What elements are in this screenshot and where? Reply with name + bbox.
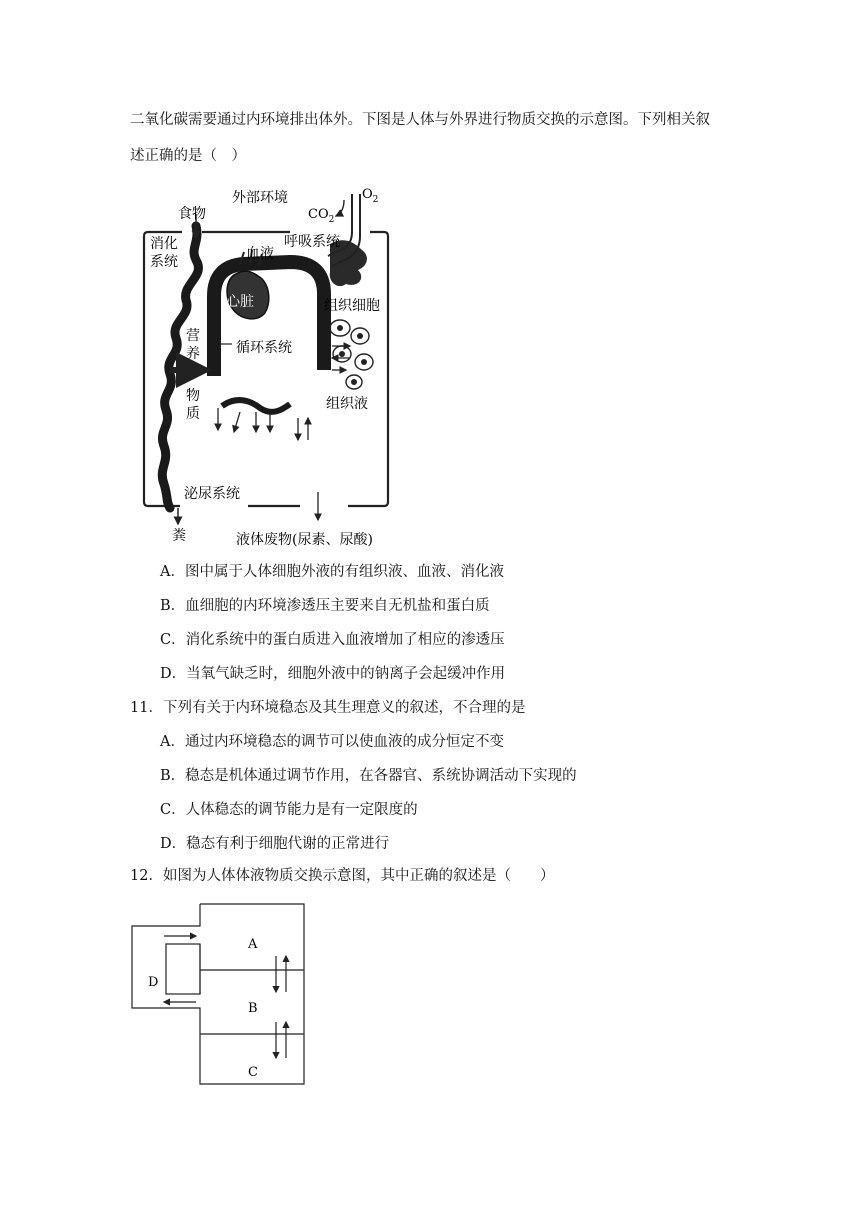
q10-option-b: B．血细胞的内环境渗透压主要来自无机盐和蛋白质 [160, 598, 490, 614]
q11-option-c: C．人体稳态的调节能力是有一定限度的 [160, 802, 418, 818]
compartment-boxes [132, 904, 304, 1084]
label-digestive-2: 系统 [150, 254, 178, 270]
q10-option-a: A．图中属于人体细胞外液的有组织液、血液、消化液 [160, 564, 504, 580]
question-11-stem: 11．下列有关于内环境稳态及其生理意义的叙述，不合理的是 [130, 700, 526, 716]
label-food: 食物 [178, 206, 206, 222]
svg-text:CO2: $CO_2$ [308, 207, 335, 225]
label-c: C [248, 1065, 258, 1080]
label-nutrient-2: 养 [186, 346, 200, 362]
label-circulatory: 循环系统 [236, 340, 292, 356]
label-nutrient-1: 营 [186, 328, 200, 344]
label-blood: 血液 [246, 246, 274, 262]
label-tissue-cell: 组织细胞 [324, 298, 380, 314]
label-a: A [248, 937, 258, 952]
label-external-environment: 外部环境 [232, 190, 288, 206]
label-matter-1: 物 [186, 388, 200, 404]
label-tissue-fluid: 组织液 [326, 396, 368, 412]
tissue-cells [330, 320, 373, 389]
question-10-stem-line2: 述正确的是（ ） [130, 148, 246, 164]
label-respiratory: 呼吸系统 [284, 234, 340, 250]
material-exchange-diagram [140, 186, 420, 550]
body-fluid-exchange-diagram [128, 900, 308, 1090]
question-12-stem: 12．如图为人体体液物质交换示意图，其中正确的叙述是（ ） [130, 868, 555, 884]
label-urinary: 泌尿系统 [184, 486, 240, 502]
q11-option-d: D．稳态有利于细胞代谢的正常进行 [160, 836, 390, 852]
q10-option-d: D．当氧气缺乏时，细胞外液中的钠离子会起缓冲作用 [160, 666, 506, 682]
label-d: D [148, 975, 159, 990]
label-b: B [248, 1001, 258, 1016]
question-10-stem-line1: 二氧化碳需要通过内环境排出体外。下图是人体与外界进行物质交换的示意图。下列相关叙 [130, 112, 710, 128]
q10-option-c: C．消化系统中的蛋白质进入血液增加了相应的渗透压 [160, 632, 505, 648]
svg-text:O2: $O_2$ [362, 187, 379, 205]
q11-option-b: B．稳态是机体通过调节作用，在各器官、系统协调活动下实现的 [160, 768, 577, 784]
label-heart: 心脏 [226, 294, 254, 310]
label-matter-2: 质 [186, 406, 200, 422]
label-digestive: 消化 [150, 236, 178, 252]
label-liquid-waste: 液体废物(尿素、尿酸) [236, 532, 373, 548]
q11-option-a: A．通过内环境稳态的调节可以使血液的成分恒定不变 [160, 734, 504, 750]
label-feces: 粪 [172, 528, 186, 544]
